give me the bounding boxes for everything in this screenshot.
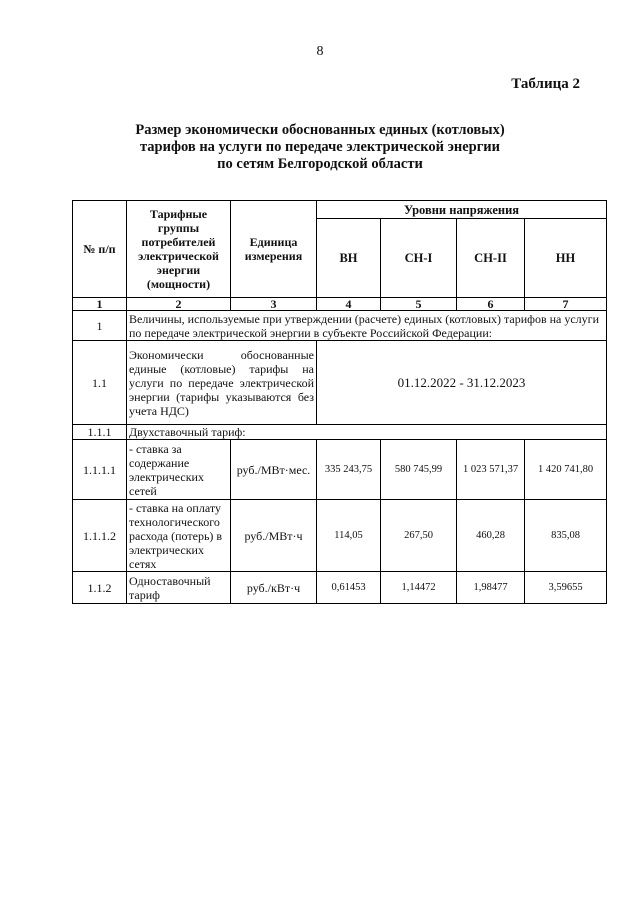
row-description: - ставка на оплату технологического расхода (потерь) в электрических сетях bbox=[127, 500, 231, 572]
row-description: - ставка за содержание электрических сетей bbox=[127, 440, 231, 500]
value-sn1: 1,14472 bbox=[381, 572, 457, 604]
title-line-1: Размер экономически обоснованных единых (котловых) bbox=[135, 122, 505, 138]
column-number-row bbox=[73, 298, 607, 311]
value-sn1: 580 745,99 bbox=[381, 440, 457, 500]
column-number: 5 bbox=[381, 298, 457, 311]
header-voltage-levels: Уровни напряжения bbox=[317, 201, 607, 219]
header-level-nn: НН bbox=[525, 219, 607, 298]
row-description: Одноставочный тариф bbox=[127, 572, 231, 604]
column-number: 4 bbox=[317, 298, 381, 311]
table-row bbox=[73, 440, 607, 500]
row-description: Экономически обоснованные единые (котловые) тарифы на услуги по передаче электрической энергии (тарифы указываются без учета НДС) bbox=[127, 341, 317, 425]
tariff-period: 01.12.2022 - 31.12.2023 bbox=[317, 341, 607, 425]
header-groups: Тарифные группы потребителей электрической энергии (мощности) bbox=[127, 201, 231, 298]
row-number: 1 bbox=[73, 311, 127, 341]
row-number: 1.1 bbox=[73, 341, 127, 425]
value-vn: 335 243,75 bbox=[317, 440, 381, 500]
header-unit: Единица измерения bbox=[231, 201, 317, 298]
title-line-2: тарифов на услуги по передаче электрической энергии bbox=[139, 139, 500, 155]
page-number: 8 bbox=[316, 44, 324, 59]
column-number: 2 bbox=[127, 298, 231, 311]
value-sn2: 1 023 571,37 bbox=[457, 440, 525, 500]
row-description: Двухставочный тариф: bbox=[127, 425, 607, 440]
header-level-sn1: СН-I bbox=[381, 219, 457, 298]
value-nn: 835,08 bbox=[525, 500, 607, 572]
table-row bbox=[73, 341, 607, 425]
column-number: 6 bbox=[457, 298, 525, 311]
row-number: 1.1.1.2 bbox=[73, 500, 127, 572]
header-level-sn2: СН-II bbox=[457, 219, 525, 298]
table-row bbox=[73, 500, 607, 572]
row-number: 1.1.2 bbox=[73, 572, 127, 604]
table-row bbox=[73, 425, 607, 440]
value-sn2: 460,28 bbox=[457, 500, 525, 572]
unit-cell: руб./МВт·ч bbox=[231, 500, 317, 572]
row-number: 1.1.1 bbox=[73, 425, 127, 440]
document-title bbox=[100, 122, 540, 173]
value-sn1: 267,50 bbox=[381, 500, 457, 572]
tariff-table bbox=[72, 200, 607, 604]
header-num: № п/п bbox=[73, 201, 127, 298]
column-number: 3 bbox=[231, 298, 317, 311]
value-vn: 114,05 bbox=[317, 500, 381, 572]
value-nn: 1 420 741,80 bbox=[525, 440, 607, 500]
unit-cell: руб./кВт·ч bbox=[231, 572, 317, 604]
table-row bbox=[73, 572, 607, 604]
value-sn2: 1,98477 bbox=[457, 572, 525, 604]
column-number: 1 bbox=[73, 298, 127, 311]
table-label: Таблица 2 bbox=[511, 76, 580, 92]
row-description: Величины, используемые при утверждении (расчете) единых (котловых) тарифов на услуги по передаче электрической энергии в субъекте Российской Федерации: bbox=[127, 311, 607, 341]
header-level-vn: ВН bbox=[317, 219, 381, 298]
row-number: 1.1.1.1 bbox=[73, 440, 127, 500]
value-vn: 0,61453 bbox=[317, 572, 381, 604]
value-nn: 3,59655 bbox=[525, 572, 607, 604]
column-number: 7 bbox=[525, 298, 607, 311]
title-line-3: по сетям Белгородской области bbox=[217, 156, 423, 172]
table-row bbox=[73, 311, 607, 341]
unit-cell: руб./МВт·мес. bbox=[231, 440, 317, 500]
